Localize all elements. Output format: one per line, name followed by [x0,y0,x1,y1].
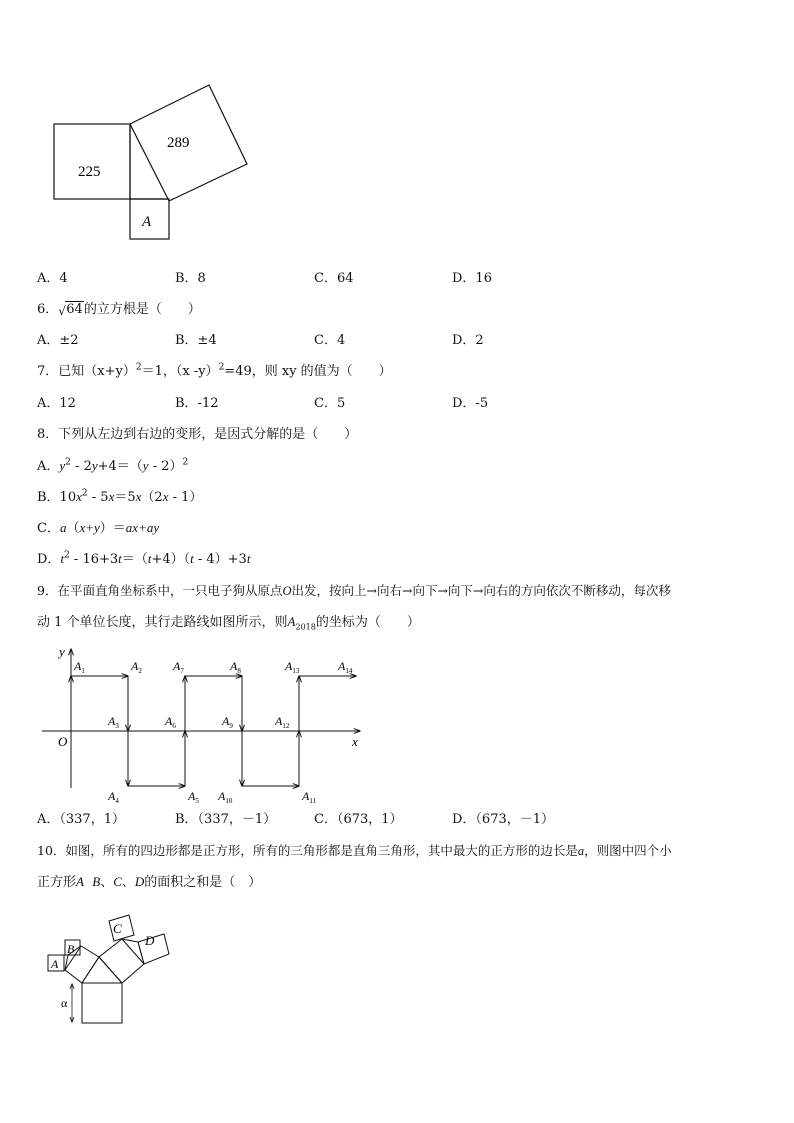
point-label-a5: $A_5$ [188,789,199,805]
question-8: 8．下列从左边到右边的变形，是因式分解的是（ ） [37,427,358,442]
q8-option-b: B．$10x^2 - 5x=5x(2x - 1)$ [37,488,203,505]
x-axis-label: x [352,734,358,749]
point-label-a7: $A_7$ [173,659,184,675]
q9-option-a: A．（337，1） [37,812,125,827]
q7-exp2: 2 [218,362,225,373]
q6-option-c: C．4 [314,333,346,348]
q9-option-c: C．（673，1） [314,812,403,827]
q5-option-d: D．16 [452,271,492,286]
question-9-line1: 9．在平面直角坐标系中，一只电子狗从原点O出发，按向上→向右→向下→向下→向右的方向依次不断移动，每次移 [37,583,671,598]
y-axis-label: y [59,644,65,659]
label-A: A [51,957,59,971]
question-10-line1: 10．如图，所有的四边形都是正方形，所有的三角形都是直角三角形，其中最大的正方形的边长是a，则图中四个小 [37,843,672,858]
q6-option-a: A．±2 [37,333,79,348]
point-label-a1: $A_1$ [74,659,85,675]
big-square [82,983,122,1023]
q5-option-a: A．4 [37,271,68,286]
point-label-a12: $A_{12}$ [275,714,290,730]
question-10-line2: 正方形A B、C、D的面积之和是（ ） [37,874,262,890]
q7-part1: 7．已知（x+y） [37,364,136,379]
q7-option-d: D．-5 [452,396,489,411]
point-label-a3: $A_3$ [108,714,119,730]
label-C: C [113,921,122,936]
question-6 [37,302,201,318]
q9-option-d: D．（673，－1） [452,812,555,827]
square-right [99,939,144,983]
figure-dog-path [38,643,368,805]
point-label-a2: $A_2$ [131,659,142,675]
label-B: B [67,942,75,956]
q7-option-c: C．5 [314,396,346,411]
point-label-a8: $A_8$ [230,659,241,675]
question-9-line2: 动 1 个单位长度，其行走路线如图所示，则$A_{2018}$的坐标为（ ） [37,614,420,632]
point-label-a11: $A_{11}$ [302,789,317,805]
q7-option-a: A．12 [37,396,76,411]
q6-stem: 的立方根是（ ） [83,302,201,317]
q8-option-c: C．a（x+y）＝ax+ay [37,520,160,536]
q5-option-c: C．64 [314,271,354,286]
q6-radicand: 64 [66,302,83,317]
figure-pythagoras-squares [50,80,250,245]
point-label-a14: $A_{14}$ [338,659,353,675]
q7-exp1: 2 [135,362,142,373]
q6-option-b: B．±4 [175,333,217,348]
question-7 [37,364,392,380]
sqrt-64 [58,302,84,318]
point-label-a6: $A_6$ [165,714,176,730]
label-225: 225 [78,164,101,180]
q7-option-b: B．-12 [175,396,219,411]
origin-label: O [58,734,68,749]
q7-part3: =49，则 xy 的值为（ ） [224,364,392,379]
figure-squares-tree [40,905,180,1030]
point-label-a13: $A_{13}$ [285,659,300,675]
q6-number: 6． [37,302,59,317]
label-alpha: α [61,996,68,1010]
q8-option-d: D．$t^2 - 16+3t=(t+4)(t - 4)+3t$ [37,550,251,567]
square-225 [54,124,130,199]
point-label-a4: $A_4$ [108,789,119,805]
radical-sign-icon: √ [58,304,66,318]
coordinate-axes [42,649,360,788]
q6-option-d: D．2 [452,333,484,348]
q5-option-b: B．8 [175,271,206,286]
q9-option-b: B．（337，－1） [175,812,277,827]
label-a: A [142,214,152,230]
q7-part2: ＝1，（x -y） [141,364,219,379]
label-289: 289 [167,135,190,151]
q8-option-a: A．$y^2 - 2y+4=(y - 2)^2$ [37,457,189,474]
label-D: D [145,933,155,948]
point-labels [73,659,353,805]
point-label-a10: $A_{10}$ [218,789,233,805]
point-label-a9: $A_9$ [222,714,233,730]
